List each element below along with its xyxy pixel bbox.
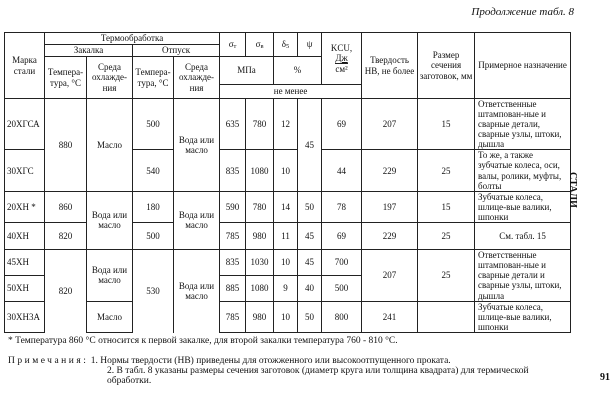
cell-sigma-t: 835 (220, 249, 246, 275)
section-side-label: СТАЛИ (567, 172, 578, 208)
cell-kcu: 44 (322, 150, 362, 191)
cell-temper-temp: 500 (133, 222, 174, 249)
note-1: 1. Нормы твердости (НВ) приведены для отожженного или высокоотпущенного проката. (90, 356, 451, 366)
cell-purpose: Ответственные штампован-ные и сварные детали и сварные узлы, штоки, дышла (475, 249, 571, 301)
cell-kcu: 69 (322, 222, 362, 249)
cell-delta5: 14 (274, 191, 298, 222)
table-row (5, 99, 571, 150)
cell-section (418, 301, 475, 332)
cell-kcu: 500 (322, 275, 362, 301)
cell-purpose: См. табл. 15 (475, 222, 571, 249)
page-number: 91 (600, 372, 610, 383)
cell-purpose: Зубчатые колеса, шлице-вые валики, шпонки (475, 191, 571, 222)
cell-quench-medium: Масло (87, 301, 133, 332)
cell-temper-temp: 500 (133, 99, 174, 150)
cell-delta5: 10 (274, 301, 298, 332)
cell-grade: 45ХН (5, 249, 45, 275)
cell-sigma-v: 1080 (246, 150, 274, 191)
cell-sigma-v: 1030 (246, 249, 274, 275)
steel-properties-table (4, 32, 571, 333)
col-header-quench-medium: Среда охлажде-ния (87, 57, 133, 99)
cell-sigma-t: 590 (220, 191, 246, 222)
note-2: 2. В табл. 8 указаны размеры сечения заготовок (диаметр круга или толщина квадрата) для термической обработки. (107, 366, 529, 386)
cell-grade: 30ХГС (5, 150, 45, 191)
cell-delta5: 9 (274, 275, 298, 301)
cell-psi: 45 (298, 99, 322, 192)
cell-kcu: 800 (322, 301, 362, 332)
col-header-psi: ψ (298, 33, 322, 57)
cell-grade: 20ХН * (5, 191, 45, 222)
col-header-heat-treatment: Термообработка (45, 33, 220, 45)
notes (8, 356, 573, 386)
col-header-purpose: Примерное назначение (475, 33, 571, 99)
cell-section: 15 (418, 99, 475, 150)
cell-delta5: 12 (274, 99, 298, 150)
col-header-temper-temp: Темпера-тура, °С (133, 57, 174, 99)
col-header-section: Размер сечения заготовок, мм (418, 33, 475, 99)
col-header-sigma-v: σв (246, 33, 274, 57)
notes-label: Примечания: (8, 356, 89, 366)
cell-section: 25 (418, 249, 475, 301)
col-header-quench-temp: Темпера-тура, °С (45, 57, 87, 99)
cell-psi: 45 (298, 249, 322, 275)
cell-psi: 50 (298, 301, 322, 332)
col-header-kcu: KCU, Дж см² (322, 33, 362, 85)
cell-temper-temp: 540 (133, 150, 174, 191)
cell-hardness: 197 (362, 191, 418, 222)
cell-temper-medium: Вода или масло (174, 191, 220, 249)
table-row (5, 301, 571, 332)
cell-sigma-v: 1080 (246, 275, 274, 301)
cell-purpose: То же, а также зубчатые колеса, оси, валы, ролики, муфты, болты (475, 150, 571, 191)
cell-quench-temp: 820 (45, 222, 87, 249)
cell-sigma-t: 785 (220, 301, 246, 332)
cell-sigma-t: 835 (220, 150, 246, 191)
cell-hardness: 207 (362, 249, 418, 301)
cell-grade: 30ХН3А (5, 301, 45, 332)
cell-quench-temp: 880 (45, 99, 87, 192)
cell-hardness: 207 (362, 99, 418, 150)
cell-section: 15 (418, 191, 475, 222)
col-header-delta5: δ5 (274, 33, 298, 57)
cell-delta5: 10 (274, 249, 298, 275)
continuation-label: Продолжение табл. 8 (471, 6, 574, 18)
cell-psi: 40 (298, 275, 322, 301)
table-row (5, 191, 571, 222)
cell-quench-temp: 820 (45, 249, 87, 332)
cell-psi: 50 (298, 191, 322, 222)
table-row (5, 249, 571, 275)
col-header-quench: Закалка (45, 45, 133, 57)
cell-sigma-t: 785 (220, 222, 246, 249)
cell-section: 25 (418, 222, 475, 249)
col-header-percent: % (274, 57, 322, 85)
col-header-mpa: МПа (220, 57, 274, 85)
cell-sigma-v: 980 (246, 222, 274, 249)
col-header-temper-medium: Среда охлажде-ния (174, 57, 220, 99)
cell-quench-temp: 860 (45, 191, 87, 222)
cell-temper-temp: 530 (133, 249, 174, 332)
col-header-sigma-t: σт (220, 33, 246, 57)
cell-quench-medium: Вода или масло (87, 191, 133, 249)
cell-sigma-t: 635 (220, 99, 246, 150)
cell-grade: 20ХГСА (5, 99, 45, 150)
cell-purpose: Ответственные штампован-ные и сварные детали, сварные узлы, штоки, дышла (475, 99, 571, 150)
col-header-grade: Марка стали (5, 33, 45, 99)
cell-sigma-t: 885 (220, 275, 246, 301)
cell-grade: 50ХН (5, 275, 45, 301)
cell-purpose: Зубчатые колеса, шлице-вые валики, шпонки (475, 301, 571, 332)
cell-kcu: 78 (322, 191, 362, 222)
cell-kcu: 700 (322, 249, 362, 275)
cell-sigma-v: 980 (246, 301, 274, 332)
cell-hardness: 229 (362, 150, 418, 191)
cell-delta5: 10 (274, 150, 298, 191)
cell-hardness: 241 (362, 301, 418, 332)
col-header-hardness: Твердость НВ, не более (362, 33, 418, 99)
cell-grade: 40ХН (5, 222, 45, 249)
cell-temper-temp: 180 (133, 191, 174, 222)
cell-temper-medium: Вода или масло (174, 99, 220, 192)
footnote: * Температура 860 °С относится к первой закалке, для второй закалки температура 760 - 810 °С. (8, 336, 398, 346)
cell-sigma-v: 780 (246, 191, 274, 222)
cell-kcu: 69 (322, 99, 362, 150)
cell-hardness: 229 (362, 222, 418, 249)
cell-psi: 45 (298, 222, 322, 249)
cell-temper-medium: Вода или масло (174, 249, 220, 332)
cell-section: 25 (418, 150, 475, 191)
col-header-temper: Отпуск (133, 45, 220, 57)
cell-delta5: 11 (274, 222, 298, 249)
cell-quench-medium: Масло (87, 99, 133, 192)
cell-sigma-v: 780 (246, 99, 274, 150)
col-header-min: не менее (220, 85, 362, 99)
cell-quench-medium: Вода или масло (87, 249, 133, 301)
